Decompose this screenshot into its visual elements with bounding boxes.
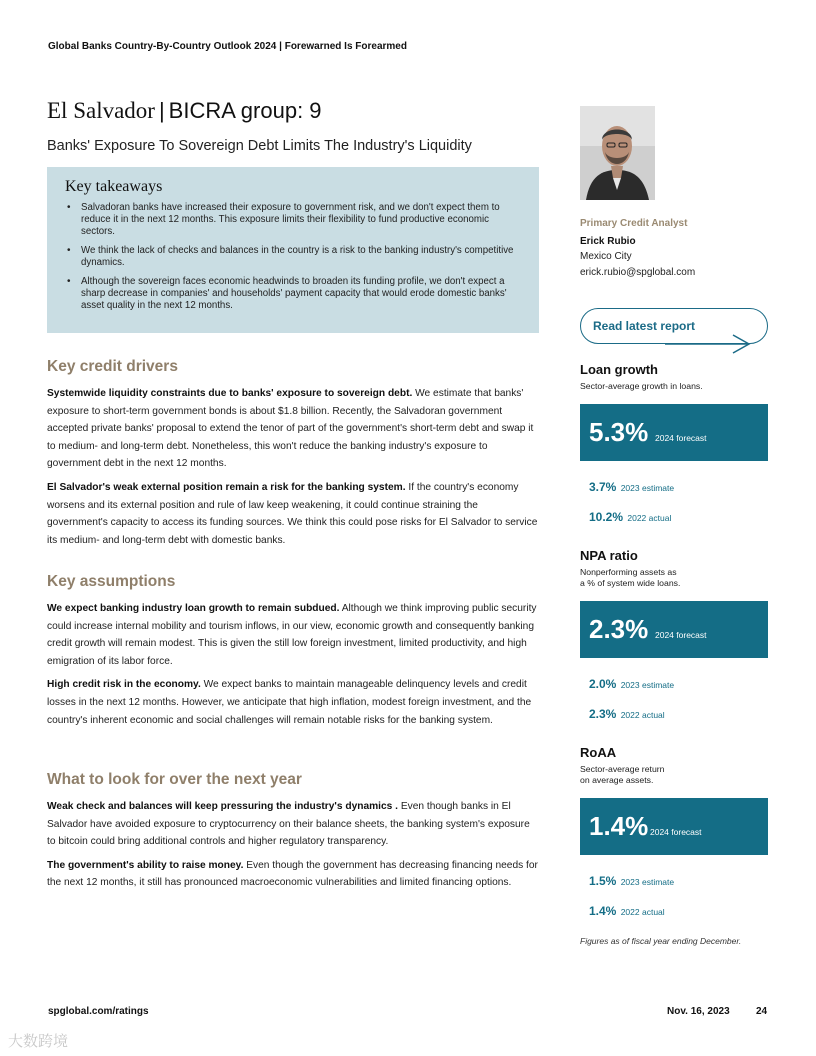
metric-description-line: Sector-average return xyxy=(580,764,665,774)
metric-actual-value: 1.4% xyxy=(589,904,617,918)
paragraph-body: Even though the government has decreasing financing needs for the next 12 months, it still has pronounced macroeconomic vulnerabilities and limited financing options. xyxy=(47,859,538,889)
running-header: Global Banks Country-By-Country Outlook 2024 | Forewarned Is Forearmed xyxy=(48,41,407,52)
metric-estimate-label: 2023 estimate xyxy=(620,877,675,887)
metric-forecast-value: 5.3% xyxy=(589,417,649,447)
paragraph xyxy=(47,385,539,473)
analyst-photo xyxy=(580,106,655,200)
analyst-portrait-icon xyxy=(580,106,655,200)
paragraph-lead: Weak check and balances will keep pressuring the industry's dynamics . xyxy=(47,801,399,812)
metric-estimate xyxy=(589,480,674,494)
analyst-role: Primary Credit Analyst xyxy=(580,218,688,229)
metric-actual-label: 2022 actual xyxy=(620,907,665,917)
paragraph-lead: We expect banking industry loan growth to remain subdued. xyxy=(47,603,340,614)
metric-actual-value: 2.3% xyxy=(589,707,617,721)
key-takeaways-heading: Key takeaways xyxy=(65,178,163,195)
page-subtitle: Banks' Exposure To Sovereign Debt Limits The Industry's Liquidity xyxy=(47,138,472,154)
metric-actual-label: 2022 actual xyxy=(627,513,672,523)
metric-estimate-label: 2023 estimate xyxy=(620,483,675,493)
takeaway-item: • We think the lack of checks and balances in the country is a risk to the banking industry's competitive dynamics. xyxy=(65,245,521,269)
metric-forecast-box xyxy=(580,601,768,658)
paragraph-body: We expect banks to maintain manageable delinquency levels and credit losses in the next 12 months. However, we anticipate that high inflation, modest foreign investment, and the country's inherent economic and social challenges will remain notable risks for the banking system. xyxy=(47,679,532,726)
metric-estimate-value: 1.5% xyxy=(589,874,617,888)
paragraph-lead: High credit risk in the economy. xyxy=(47,679,201,691)
paragraph-body: If the country's economy worsens and its external position and rule of law keep weakening, it could continue straining the government's capacity to access its funding sources. We think this could pose risks for El Salvador to service its medium- and long-term debt with domestic banks. xyxy=(47,481,538,546)
title-bicra-group: BICRA group: 9 xyxy=(168,98,322,123)
key-takeaways-list xyxy=(65,202,521,312)
metric-forecast-box xyxy=(580,404,768,461)
takeaway-item: • Salvadoran banks have increased their exposure to government risk, and we don't expect them to reduce it in the next 12 months. This exposure limits their flexibility to fund productive economic sectors. xyxy=(65,202,521,238)
section-what-to-look-for xyxy=(47,771,539,898)
paragraph xyxy=(47,600,539,670)
metric-actual xyxy=(589,707,665,721)
paragraph xyxy=(47,676,539,729)
footer-date: Nov. 16, 2023 xyxy=(667,1006,730,1017)
metric-title: RoAA xyxy=(580,745,617,760)
section-heading: Key assumptions xyxy=(47,573,176,590)
page-title xyxy=(47,98,322,124)
metric-description-line: on average assets. xyxy=(580,775,654,785)
paragraph-lead: The government's ability to raise money. xyxy=(47,859,244,871)
paragraph-body: Although we think improving public security could increase internal mobility and tourism inflows, in our view, economic growth and consequently banking credit growth will remain modest. This is given the still low foreign investment, limited productivity, and high emigration of its labor force. xyxy=(47,603,537,667)
paragraph xyxy=(47,479,539,549)
title-country: El Salvador xyxy=(47,98,155,123)
takeaway-item: • Although the sovereign faces economic headwinds to broaden its funding profile, we don't expect a sharp decrease in companies' and households' payment capacity that would erode domestic banks' asset quality in the next 12 months. xyxy=(65,276,521,312)
metric-roaa xyxy=(580,745,768,925)
metric-loan-growth xyxy=(580,362,768,532)
metric-title: Loan growth xyxy=(580,362,658,377)
metric-actual xyxy=(589,904,665,918)
paragraph xyxy=(47,857,539,892)
metric-forecast-label: 2024 forecast xyxy=(655,630,707,640)
metric-estimate-label: 2023 estimate xyxy=(620,680,675,690)
section-key-assumptions xyxy=(47,573,539,735)
metric-title: NPA ratio xyxy=(580,548,638,563)
metric-estimate xyxy=(589,874,674,888)
footer-url-link[interactable]: spglobal.com/ratings xyxy=(48,1006,149,1017)
paragraph-body: We estimate that banks' exposure to short-term government bonds is about $1.8 billion. Recently, the Salvadoran government accepted private banks' proposal to extend the tenor of part of the government's short-term debt and swap it to medium- and long-term debt. Nonetheless, this won't reduce the banking industry's exposure to government debt in the next 12 months. xyxy=(47,388,534,470)
section-heading: Key credit drivers xyxy=(47,358,178,375)
paragraph-lead: El Salvador's weak external position remain a risk for the banking system. xyxy=(47,481,406,493)
section-heading: What to look for over the next year xyxy=(47,771,302,788)
metric-forecast-box xyxy=(580,798,768,855)
metric-description-line: Nonperforming assets as xyxy=(580,567,677,577)
metric-description xyxy=(580,381,768,392)
watermark: 大数跨境 xyxy=(8,1033,69,1050)
metric-actual xyxy=(589,510,671,524)
metric-forecast-label: 2024 forecast xyxy=(650,827,702,837)
metric-estimate xyxy=(589,677,674,691)
read-latest-report-label: Read latest report xyxy=(593,319,696,333)
footer-page-number: 24 xyxy=(756,1006,768,1017)
metric-npa-ratio xyxy=(580,548,768,728)
figures-footnote: Figures as of fiscal year ending December. xyxy=(580,936,742,946)
analyst-email-link[interactable]: erick.rubio@spglobal.com xyxy=(580,267,696,278)
analyst-name: Erick Rubio xyxy=(580,236,636,247)
arrow-right-icon xyxy=(665,332,755,356)
metric-description-line: a % of system wide loans. xyxy=(580,578,681,588)
paragraph-lead: Systemwide liquidity constraints due to banks' exposure to sovereign debt. xyxy=(47,388,413,399)
paragraph xyxy=(47,798,539,851)
metric-estimate-value: 3.7% xyxy=(589,480,617,494)
metric-description-line: Sector-average growth in loans. xyxy=(580,381,703,391)
metric-description xyxy=(580,764,768,786)
paragraph-body: Even though banks in El Salvador have avoided exposure to cryptocurrency on their balance sheets, the banking system's exposure to bitcoin could bring additional controls and higher regulatory transparency. xyxy=(47,801,530,848)
metric-forecast-value: 1.4% xyxy=(589,811,649,841)
title-separator: | xyxy=(158,98,165,123)
metric-forecast-value: 2.3% xyxy=(589,614,649,644)
metric-actual-label: 2022 actual xyxy=(620,710,665,720)
metric-description xyxy=(580,567,768,589)
key-takeaways-box xyxy=(47,167,539,333)
analyst-city: Mexico City xyxy=(580,251,632,262)
metric-actual-value: 10.2% xyxy=(589,510,624,524)
section-key-credit-drivers xyxy=(47,358,539,555)
metric-estimate-value: 2.0% xyxy=(589,677,617,691)
metric-forecast-label: 2024 forecast xyxy=(655,433,707,443)
